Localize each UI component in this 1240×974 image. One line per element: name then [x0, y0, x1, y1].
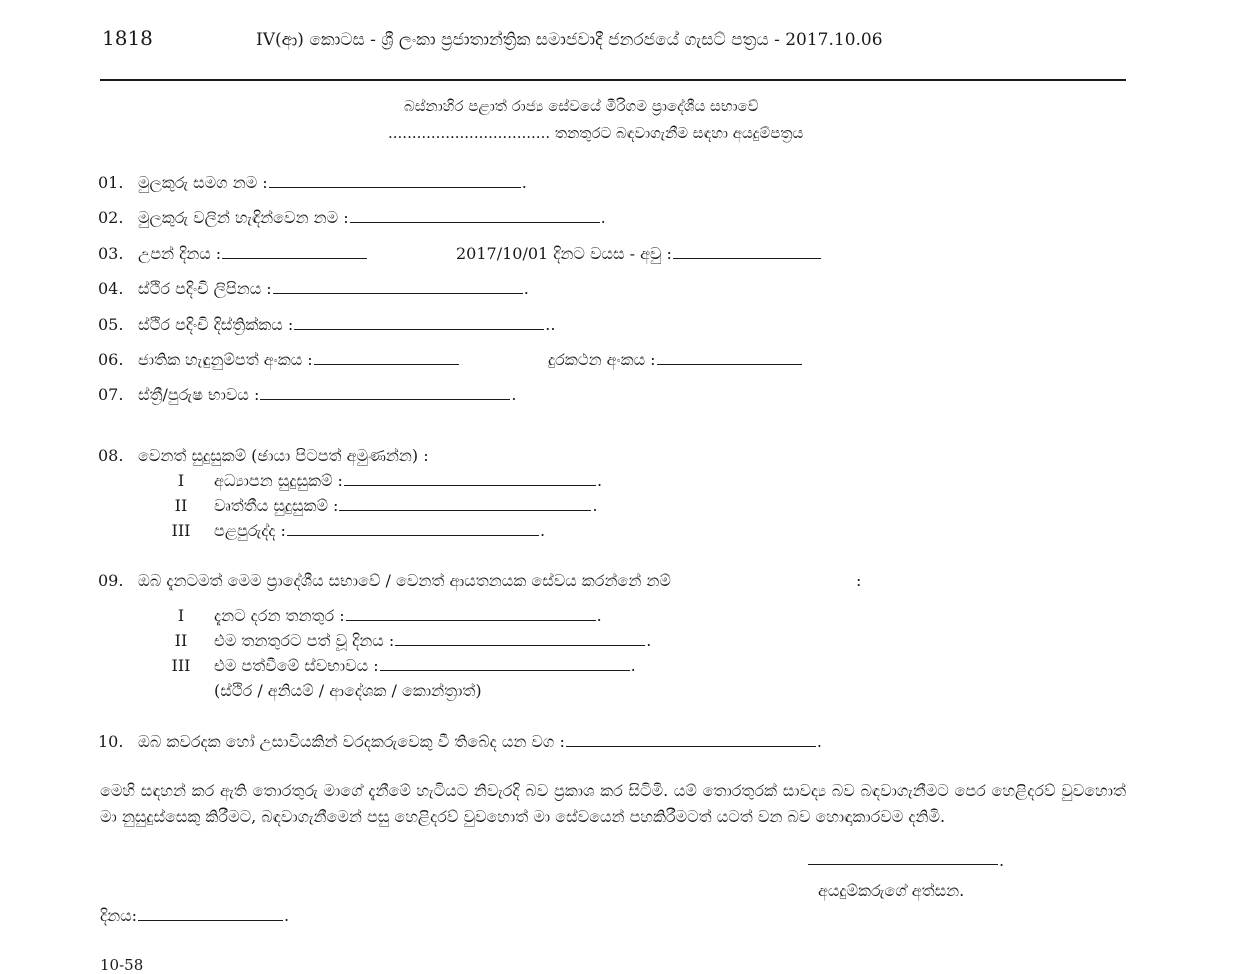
experience-input-line[interactable]: [287, 521, 539, 536]
form-title-line1: බස්නාහිර පළාත් රාජ්‍ය සේවයේ මීරිගම ප්‍රාදේශීය සභාවේ: [404, 97, 759, 115]
educational-qualifications-input-line[interactable]: [344, 471, 596, 486]
field-date-of-birth: 03. උපන් දිනය :: [98, 244, 368, 264]
current-employment-colon: :: [856, 571, 862, 590]
full-name-input-line[interactable]: [269, 173, 521, 188]
footer-code: 10-58: [100, 956, 144, 974]
appointment-nature: III එම පත්වීමේ ස්වභාවය : .: [171, 656, 636, 675]
form-title-text: තනතුරට බඳවාගැනීම සඳහා අයදුම්පත්‍රය: [554, 124, 804, 142]
field-name-with-initials: 02. මුලකුරු වලින් හැඳින්වෙන නම : .: [98, 208, 606, 227]
field-gender: 07. ස්ත්‍රී/පුරුෂ භාවය : .: [98, 385, 517, 404]
signature-line-dot: .: [999, 851, 1005, 870]
signature-line[interactable]: [808, 864, 998, 865]
phone-number-input-line[interactable]: [657, 350, 802, 365]
permanent-district-input-line[interactable]: [294, 315, 544, 330]
gazette-header-title: IV(ආ) කොටස - ශ්‍රී ලංකා ප්‍රජාතාන්ත්‍රික සමාජවාදී ජනරජයේ ගැසට් පත්‍රය - 2017.10.06: [256, 30, 883, 50]
field-date: දිනය: .: [100, 906, 290, 925]
appointment-date: II එම තනතුරට පත් වූ දිනය : .: [174, 631, 652, 650]
age-input-line[interactable]: [673, 244, 821, 259]
appointment-date-input-line[interactable]: [395, 631, 645, 646]
header-divider: [100, 79, 1126, 81]
date-input-line[interactable]: [138, 906, 283, 921]
field-permanent-district: 05. ස්ථිර පදිංචි දිස්ත්‍රික්කය : ..: [98, 315, 556, 334]
field-nic-number: 06. ජාතික හැඳුනුම්පත් අංකය :: [98, 350, 460, 370]
other-qualifications-heading: 08. වෙනත් සුදුසුකම් (ඡායා පිටපත් අමුණන්න) :: [98, 446, 429, 465]
conviction-input-line[interactable]: [566, 732, 816, 747]
professional-qualifications-input-line[interactable]: [339, 496, 591, 511]
field-full-name: 01. මුලකුරු සමග නම : .: [98, 173, 527, 192]
signature-label: අයදුම්කරුගේ අත්සන.: [818, 881, 965, 900]
nic-number-input-line[interactable]: [314, 350, 459, 365]
field-age: 2017/10/01 දිනට වයස - අවු :: [456, 244, 822, 264]
educational-qualifications: I අධ්‍යාපන සුදුසුකම් : .: [177, 471, 603, 490]
current-post: I දැනට දරන තනතුර : .: [177, 606, 602, 625]
declaration-paragraph: මෙහි සඳහන් කර ඇති තොරතුරු මාගේ දැනීමේ හැටියට නිවැරදි බව ප්‍රකාශ කර සිටිමි. යම් තොරතුරක් සාවද්‍ය බව බඳවාගැනීමට පෙර හෙළිදරව් වුවහොත් මා නුසුදුස්සෙකු කිරීමට, බඳවාගැනීමෙන් පසු හෙළිදරව් වුවහොත් මා සේවයෙන් පහකිරීමටත් යටත් වන බව හොඳාකාරවම දනිමි.: [100, 781, 1126, 826]
post-name-blank: ..................................: [388, 124, 551, 142]
page-number: 1818: [102, 26, 153, 50]
permanent-address-input-line[interactable]: [273, 279, 523, 294]
name-with-initials-input-line[interactable]: [350, 208, 600, 223]
gender-input-line[interactable]: [260, 385, 510, 400]
current-post-input-line[interactable]: [346, 606, 596, 621]
appointment-nature-input-line[interactable]: [380, 656, 630, 671]
conviction-question: 10. ඔබ කවරදක හෝ උසාවියකින් වරදකරුවෙකු වී තිබේද යන වග : .: [98, 732, 822, 751]
form-title-line2: [388, 124, 803, 142]
experience: III පළපුරුද්ද : .: [171, 521, 546, 540]
appointment-nature-options: (ස්ථිර / අනියම් / ආදේශක / කොන්ත්‍රාත්): [214, 681, 482, 700]
field-permanent-address: 04. ස්ථිර පදිංචි ලිපිනය : .: [98, 279, 529, 298]
professional-qualifications: II වෘත්තීය සුදුසුකම් : .: [174, 496, 598, 515]
field-phone-number: දුරකථන අංකය :: [548, 350, 803, 370]
date-of-birth-input-line[interactable]: [222, 244, 367, 259]
current-employment-heading: 09. ඔබ දැනටමත් මෙම ප්‍රාදේශීය සභාවේ / වෙනත් ආයතනයක සේවය කරන්නේ නම්: [98, 571, 671, 590]
